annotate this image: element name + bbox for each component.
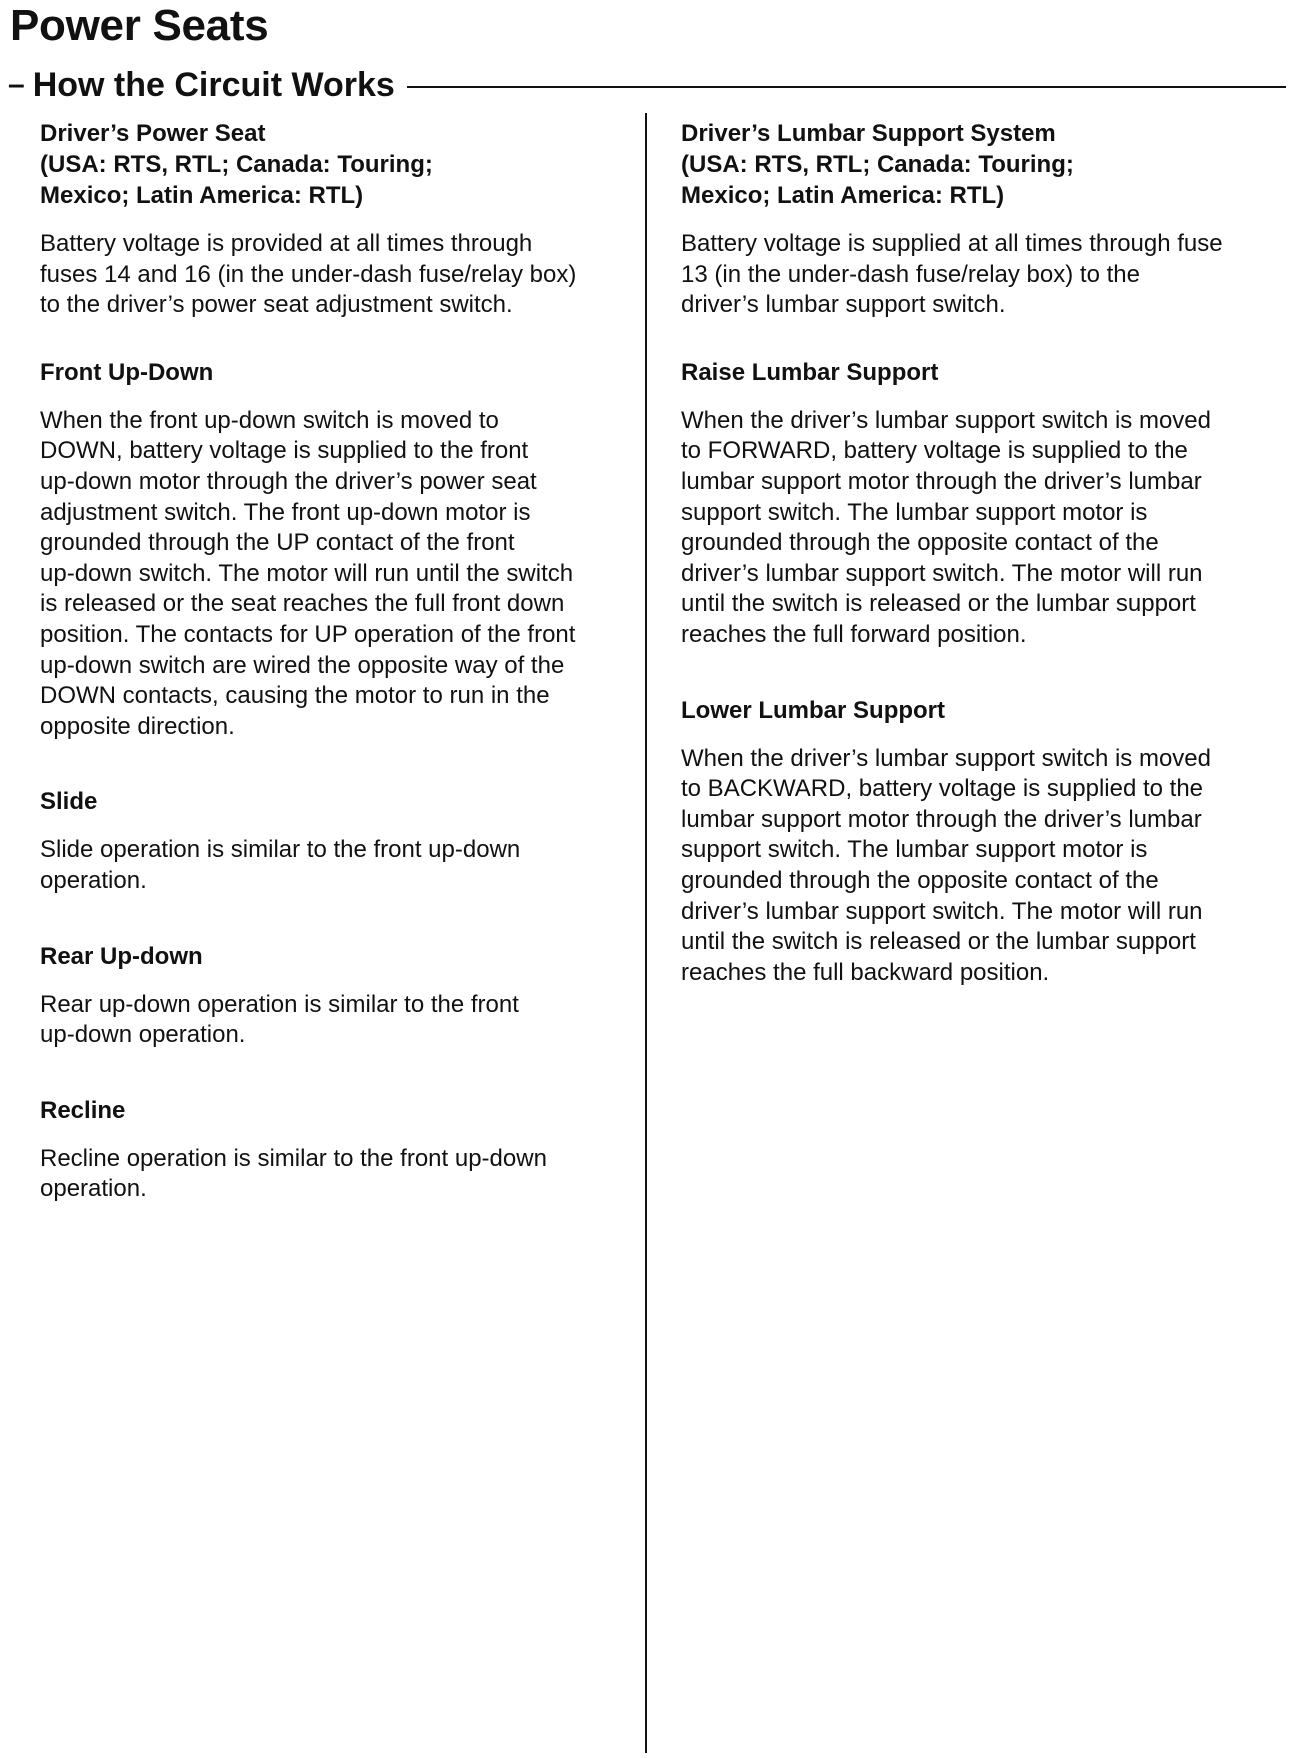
block-recline [40,1095,620,1205]
block-text: Battery voltage is supplied at all times through fuse 13 (in the under-dash fuse/relay box) to the driver’s lumbar support switch. [681,230,1223,319]
header-rule [407,86,1286,88]
block-heading: Driver’s Power Seat (USA: RTS, RTL; Canada: Touring; Mexico; Latin America: RTL) [40,120,433,209]
block-text: Battery voltage is provided at all times through fuses 14 and 16 (in the under-dash fuse/relay box) to the driver’s power seat adjustment switch. [40,230,577,319]
section-header [8,63,1286,107]
block-front-up-down [40,357,620,743]
right-column [681,118,1281,1032]
block-slide [40,786,620,896]
block-heading: Raise Lumbar Support [681,358,939,386]
block-text: When the driver’s lumbar support switch is moved to FORWARD, battery voltage is supplied to the lumbar support motor through the driver’s lumbar support switch. The lumbar support motor is grounded through the opposite contact of the driver’s lumbar support switch. The motor will run until the switch is released or the lumbar support reaches the full forward position. [681,406,1211,648]
block-text: Slide operation is similar to the front up-down operation. [40,836,521,894]
section-title: How the Circuit Works [32,66,395,104]
column-divider [645,113,647,1753]
block-heading: Driver’s Lumbar Support System (USA: RTS, RTL; Canada: Touring; Mexico; Latin America: RTL) [681,120,1074,209]
block-rear-up-down [40,941,620,1051]
header-dash: – [8,68,25,101]
block-text: Rear up-down operation is similar to the front up-down operation. [40,990,519,1049]
block-text: Recline operation is similar to the front up-down operation. [40,1144,547,1203]
block-heading: Slide [40,788,98,816]
block-heading: Front Up-Down [40,358,214,386]
block-lumbar-support-system [681,118,1281,321]
block-drivers-power-seat [40,118,620,321]
block-lower-lumbar-support [681,695,1281,989]
block-heading: Rear Up-down [40,942,203,970]
block-text: When the front up-down switch is moved to DOWN, battery voltage is supplied to the front up-down motor through the driver’s power seat adjustment switch. The front up-down motor is grounded through the UP contact of the front up-down switch. The motor will run until the switch is released or the seat reaches the full front down position. The contacts for UP operation of the front up-down switch are wired the opposite way of the DOWN contacts, causing the motor to run in the opposite direction. [40,406,576,740]
block-raise-lumbar-support [681,357,1281,651]
block-text: When the driver’s lumbar support switch is moved to BACKWARD, battery voltage is supplied to the lumbar support motor through the driver’s lumbar support switch. The lumbar support motor is grounded through the opposite contact of the driver’s lumbar support switch. The motor will run until the switch is released or the lumbar support reaches the full backward position. [681,744,1211,986]
block-heading: Recline [40,1096,126,1124]
page-title: Power Seats [10,1,269,50]
block-heading: Lower Lumbar Support [681,696,945,724]
left-column [40,118,620,1249]
